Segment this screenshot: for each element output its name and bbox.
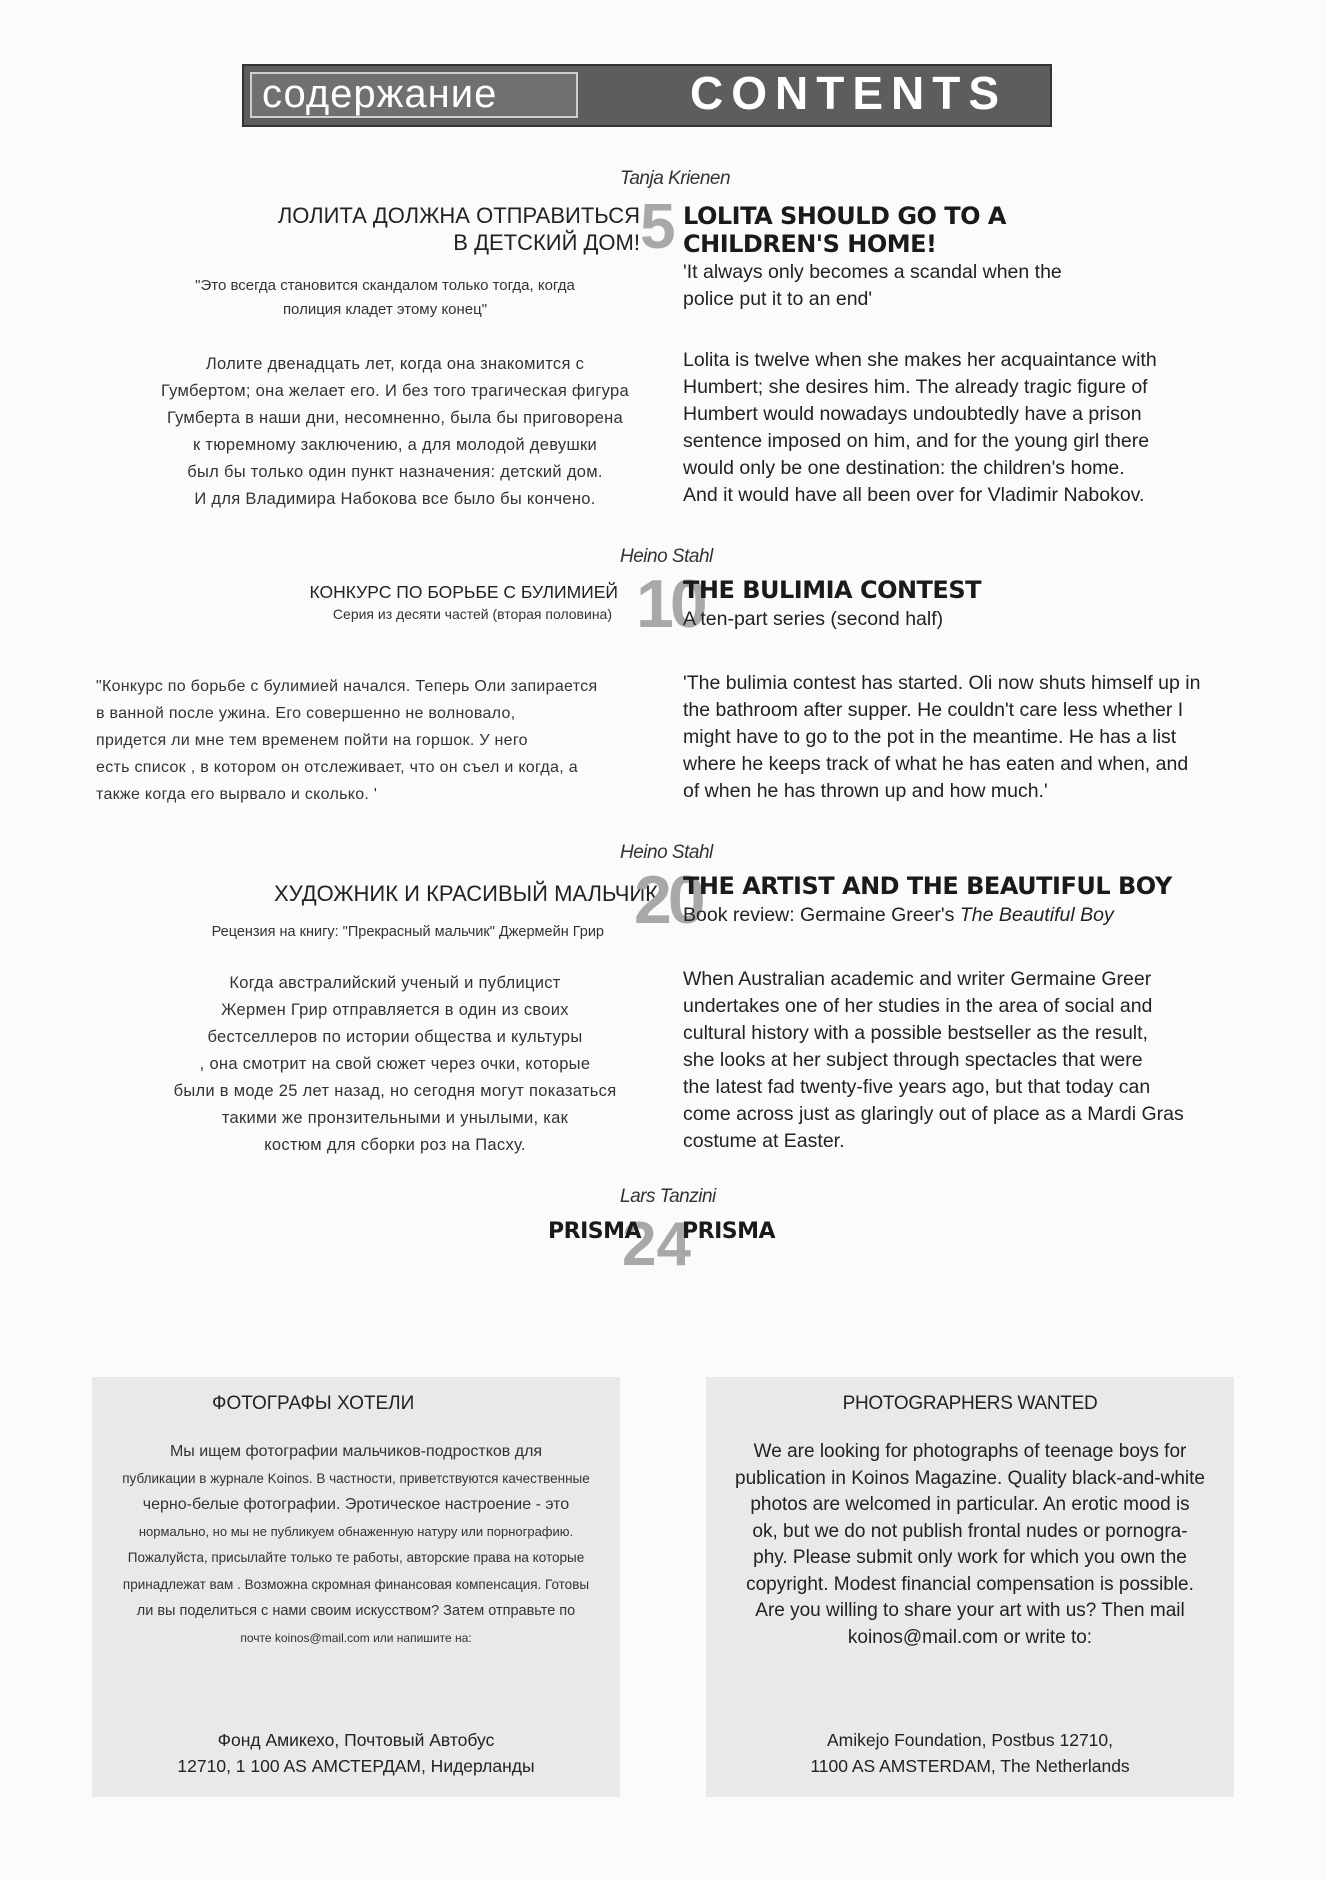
box-line: publication in Koinos Magazine. Quality black-and-white	[735, 1467, 1205, 1489]
en-body-line: sentence imposed on him, and for the young girl there	[683, 430, 1150, 452]
section-ru-title: КОНКУРС ПО БОРЬБЕ С БУЛИМИЕЙ	[309, 582, 618, 602]
ru-quote-line: "Это всегда становится скандалом только тогда, когда	[195, 277, 575, 294]
en-body-line: Humbert would nowadays undoubtedly have a prison	[683, 403, 1142, 425]
section-ru-quote	[180, 274, 590, 322]
header-title-en: CONTENTS	[690, 67, 1007, 119]
section-en-body	[683, 966, 1184, 1155]
box-body	[706, 1439, 1234, 1651]
ru-body-line: есть список , в котором он отслеживает, что он съел и когда, а	[96, 759, 578, 776]
section-author: Heino Stahl	[620, 546, 713, 567]
section-author: Heino Stahl	[620, 842, 713, 863]
address-line: Amikejo Foundation, Postbus 12710,	[826, 1730, 1113, 1750]
box-body	[92, 1439, 620, 1651]
address-line: Фонд Амикехо, Почтовый Автобус	[217, 1730, 495, 1750]
box-address	[706, 1727, 1234, 1779]
box-line: We are looking for photographs of teenage boys for	[753, 1441, 1187, 1462]
box-line: принадлежат вам . Возможна скромная финансовая компенсация. Готовы	[122, 1576, 590, 1592]
section-ru-title	[250, 202, 640, 256]
section-author: Lars Tanzini	[620, 1186, 716, 1207]
ru-body-line: придется ли мне тем временем пойти на горшок. У него	[96, 732, 528, 749]
section-ru-subtitle: Серия из десяти частей (вторая половина)	[332, 606, 612, 622]
ru-body-line: Когда австралийский ученый и публицист	[229, 974, 561, 992]
box-line: photos are welcomed in particular. An erotic mood is	[750, 1494, 1190, 1515]
en-body-line: the bathroom after supper. He couldn't care less whether I	[683, 699, 1184, 721]
box-line: ok, but we do not publish frontal nudes or pornogra-	[752, 1520, 1188, 1542]
photographers-wanted-box-en	[706, 1377, 1234, 1797]
en-quote-line: police put it to an end'	[683, 288, 873, 310]
en-body-line: costume at Easter.	[683, 1130, 845, 1152]
section-ru-body	[150, 970, 640, 1159]
box-line: ли вы поделиться с нами своим искусством? Затем отправьте по	[136, 1603, 576, 1619]
en-body-line: cultural history with a possible bestseller as the result,	[683, 1022, 1148, 1044]
ru-body-line: к тюремному заключению, а для молодой девушки	[192, 436, 598, 454]
ru-title-line: В ДЕТСКИЙ ДОМ!	[453, 230, 640, 255]
book-title: The Beautiful Boy	[959, 904, 1114, 926]
en-body-line: where he keeps track of what he has eaten and when, and	[683, 753, 1189, 775]
box-line: нормально, но мы не публикуем обнаженную натуру или порнографию.	[138, 1523, 574, 1539]
en-body-line: might have to go to the pot in the meantime. He has a list	[683, 726, 1177, 748]
box-line: Are you willing to share your art with us? Then mail	[755, 1600, 1185, 1621]
en-body-line: undertakes one of her studies in the area of social and	[683, 995, 1153, 1017]
ru-body-line: Лолите двенадцать лет, когда она знакомится с	[205, 355, 585, 373]
section-en-title: PRISMA	[682, 1219, 776, 1244]
ru-body-line: Гумберта в наши дни, несомненно, была бы приговорена	[166, 409, 624, 427]
en-body-line: Humbert; she desires him. The already tragic figure of	[683, 376, 1148, 398]
section-en-subtitle: A ten-part series (second half)	[683, 608, 944, 630]
box-title: PHOTOGRAPHERS WANTED	[842, 1393, 1098, 1414]
ru-body-line: в ванной после ужина. Его совершенно не волновало,	[96, 705, 516, 722]
page-number: 20	[634, 862, 702, 938]
en-body-line: When Australian academic and writer Germaine Greer	[683, 968, 1152, 990]
section-ru-body	[96, 673, 656, 808]
section-en-title: THE ARTIST AND THE BEAUTIFUL BOY	[683, 872, 1172, 900]
address-line: 1100 AS AMSTERDAM, The Netherlands	[810, 1756, 1130, 1776]
en-body-line: the latest fad twenty-five years ago, but that today can	[683, 1076, 1151, 1098]
ru-body-line: был бы только один пункт назначения: детский дом.	[187, 463, 603, 481]
section-ru-subtitle: Рецензия на книгу: "Прекрасный мальчик" Джермейн Грир	[211, 924, 604, 940]
section-en-title	[683, 202, 1006, 258]
section-en-title: THE BULIMIA CONTEST	[683, 576, 981, 604]
section-ru-title: PRISMA	[548, 1219, 642, 1244]
box-line: koinos@mail.com or write to:	[847, 1626, 1093, 1648]
section-author: Tanja Krienen	[620, 168, 731, 189]
en-body-line: Lolita is twelve when she makes her acquaintance with	[683, 349, 1157, 371]
ru-body-line: также когда его вырвало и сколько. '	[96, 786, 378, 803]
en-quote-line: 'It always only becomes a scandal when the	[683, 261, 1062, 283]
ru-body-line: костюм для сборки роз на Пасху.	[264, 1136, 526, 1154]
photographers-wanted-box-ru	[92, 1377, 620, 1797]
ru-quote-line: полиция кладет этому конец"	[282, 301, 488, 318]
en-body-line: would only be one destination: the children's home.	[683, 457, 1125, 479]
page-number: 10	[636, 566, 704, 642]
box-address	[92, 1727, 620, 1779]
en-body-line: of when he has thrown up and how much.'	[683, 780, 1048, 802]
box-line: phy. Please submit only work for which you own the	[753, 1547, 1187, 1568]
header-title-ru: содержание	[250, 72, 578, 118]
address-line: 12710, 1 100 AS АМСТЕРДАМ, Нидерланды	[177, 1756, 535, 1776]
ru-title-line: ЛОЛИТА ДОЛЖНА ОТПРАВИТЬСЯ	[277, 203, 640, 228]
ru-body-line: были в моде 25 лет назад, но сегодня могут показаться	[173, 1082, 617, 1100]
en-body-line: And it would have all been over for Vladimir Nabokov.	[683, 484, 1145, 506]
en-title-line: CHILDREN'S HOME!	[683, 230, 937, 258]
page-number: 24	[622, 1210, 691, 1279]
ru-body-line: Жермен Грир отправляется в один из своих	[221, 1001, 569, 1019]
section-en-body	[683, 670, 1200, 805]
section-en-subtitle	[683, 902, 1114, 929]
ru-body-line: И для Владимира Набокова все было бы кончено.	[194, 490, 596, 508]
section-en-quote	[683, 259, 1062, 313]
en-subtitle-text: Book review: Germaine Greer's	[683, 904, 960, 926]
en-body-line: come across just as glaringly out of place as a Mardi Gras	[683, 1103, 1184, 1125]
box-line: copyright. Modest financial compensation is possible.	[746, 1573, 1194, 1595]
ru-body-line: , она смотрит на свой сюжет через очки, которые	[199, 1055, 591, 1073]
en-body-line: she looks at her subject through spectacles that were	[683, 1049, 1143, 1071]
en-title-line: LOLITA SHOULD GO TO A	[683, 202, 1006, 230]
box-line: Мы ищем фотографии мальчиков-подростков для	[169, 1443, 543, 1460]
box-line: Пожалуйста, присылайте только те работы, авторские права на которые	[127, 1550, 585, 1565]
page-number: 5	[640, 190, 676, 262]
ru-body-line: "Конкурс по борьбе с булимией начался. Теперь Оли запирается	[96, 678, 598, 695]
box-line: почте koinos@mail.com или напишите на:	[240, 1630, 472, 1645]
ru-body-line: бестселлеров по истории общества и культуры	[207, 1028, 583, 1046]
en-body-line: 'The bulimia contest has started. Oli now shuts himself up in	[683, 672, 1201, 694]
ru-body-line: Гумбертом; она желает его. И без того трагическая фигура	[161, 382, 629, 400]
section-ru-title: ХУДОЖНИК И КРАСИВЫЙ МАЛЬЧИК	[274, 881, 658, 906]
box-line: публикации в журнале Koinos. В частности, приветствуются качественные	[122, 1470, 590, 1486]
box-line: черно-белые фотографии. Эротическое настроение - это	[142, 1496, 570, 1513]
section-ru-body	[140, 351, 650, 513]
section-en-body	[683, 347, 1157, 509]
ru-body-line: такими же пронзительными и унылыми, как	[221, 1109, 569, 1127]
box-title: ФОТОГРАФЫ ХОТЕЛИ	[212, 1393, 415, 1414]
